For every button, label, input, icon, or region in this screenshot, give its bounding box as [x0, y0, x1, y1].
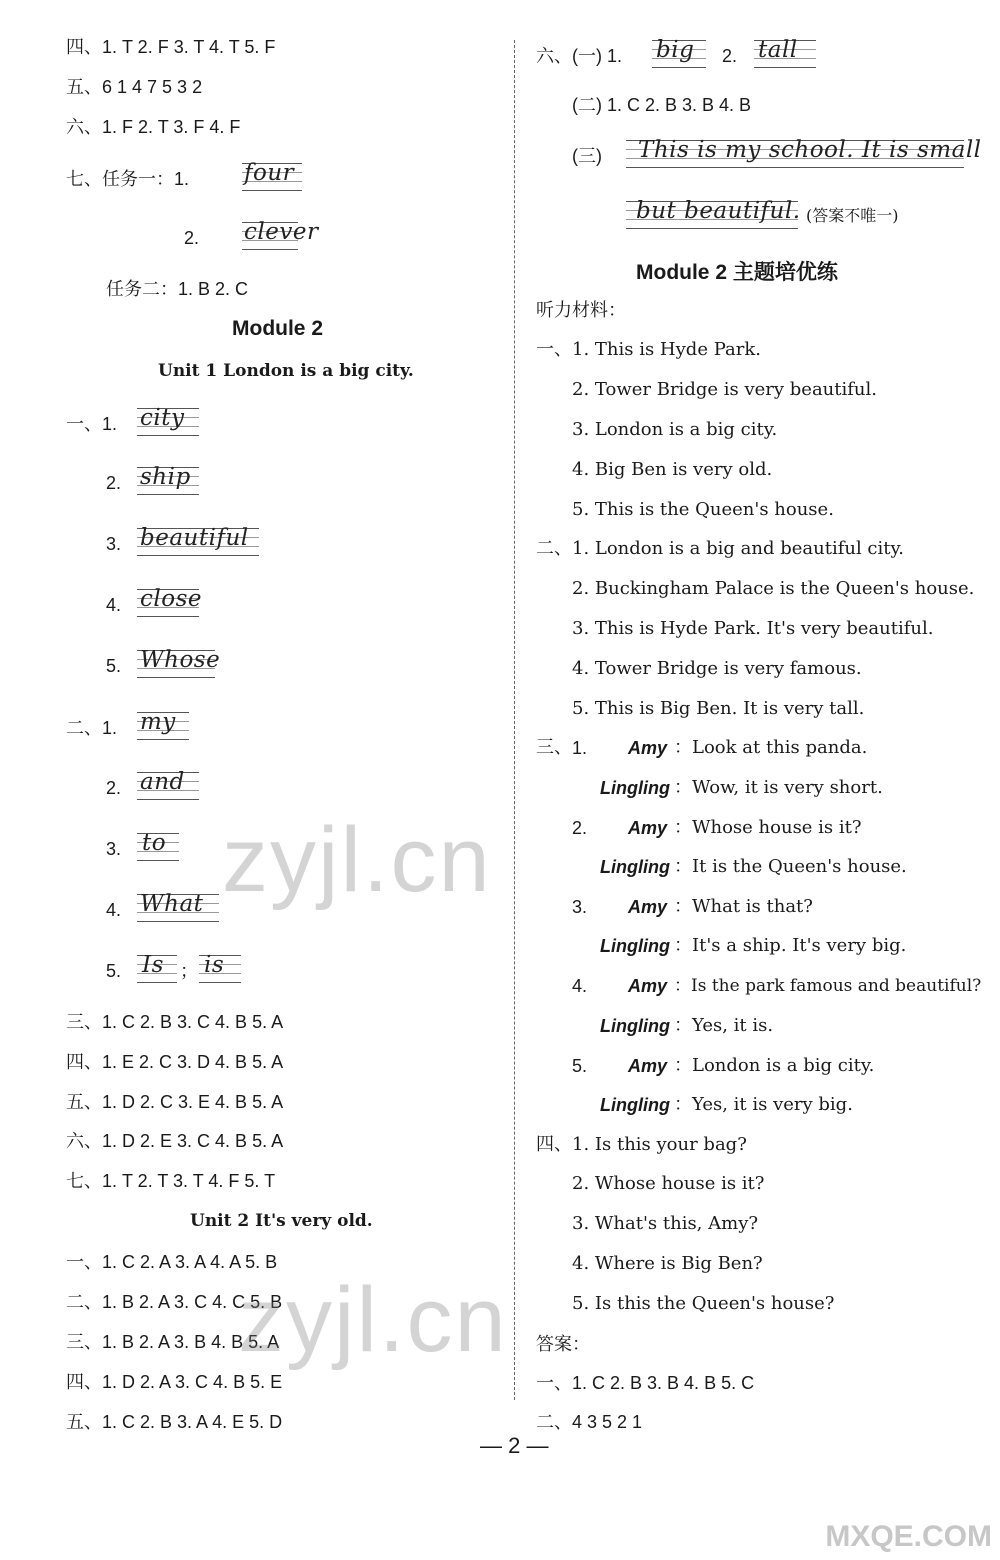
handwritten-answer: close: [140, 586, 202, 612]
answer-line: 一、1. C 2. B 3. B 4. B 5. C: [536, 1373, 755, 1393]
item-number: 2.: [184, 228, 200, 248]
column-divider: [514, 40, 515, 1400]
six-two-line: (二) 1. C 2. B 3. B 4. B: [572, 95, 752, 115]
dialogue-number: 1.: [572, 738, 588, 758]
item-number: 2.: [722, 46, 738, 66]
answer-line: 六、1. F 2. T 3. F 4. F: [66, 117, 241, 137]
task1-label: 七、任务一：1.: [66, 169, 190, 189]
answer-line: 五、1. D 2. C 3. E 4. B 5. A: [66, 1092, 284, 1112]
section-prefix: 一、: [536, 339, 572, 360]
listening-item: 2. Buckingham Palace is the Queen's house.: [572, 578, 975, 599]
handwritten-answer: beautiful: [140, 525, 249, 551]
handwritten-answer: Whose: [140, 647, 221, 673]
speaker-name: Lingling: [600, 1016, 670, 1036]
listening-item: 5. This is the Queen's house.: [572, 499, 834, 520]
item-number: 3.: [106, 534, 122, 554]
dialogue-text: ：Yes, it is.: [674, 1015, 774, 1036]
item-number: 4.: [106, 900, 122, 920]
item-number: 5.: [106, 656, 122, 676]
unit1-title: Unit 1 London is a big city.: [158, 361, 414, 381]
section-prefix: 二、1.: [66, 718, 118, 738]
handwritten-answer: Is: [142, 952, 164, 978]
separator: ；: [180, 961, 198, 981]
answer-line: 一、1. C 2. A 3. A 4. A 5. B: [66, 1252, 278, 1272]
section-prefix: 三、: [536, 737, 572, 758]
handwritten-answer: is: [204, 952, 225, 978]
section-prefix: 二、: [536, 538, 572, 559]
answer-line: 四、1. D 2. A 3. C 4. B 5. E: [66, 1372, 283, 1392]
handwritten-answer: city: [140, 405, 185, 431]
answer-line: 七、1. T 2. T 3. T 4. F 5. T: [66, 1171, 276, 1191]
speaker-name: Amy: [628, 818, 668, 838]
handwritten-answer: What: [140, 891, 204, 917]
dialogue-text: ：Is the park famous and beautiful?: [674, 976, 982, 996]
listening-item: 3. What's this, Amy?: [572, 1213, 759, 1234]
section-prefix: 四、: [536, 1134, 572, 1155]
dialogue-number: 3.: [572, 897, 588, 917]
handwritten-answer: This is my school. It is small: [638, 137, 982, 163]
speaker-name: Amy: [628, 976, 668, 996]
item-number: 2.: [106, 473, 122, 493]
dialogue-text: ：London is a big city.: [674, 1055, 875, 1076]
listening-item: 2. Tower Bridge is very beautiful.: [572, 379, 877, 400]
dialogue-text: ：It's a ship. It's very big.: [674, 935, 907, 956]
speaker-name: Lingling: [600, 778, 670, 798]
handwritten-answer: to: [142, 830, 167, 856]
speaker-name: Lingling: [600, 936, 670, 956]
listening-item: 5. Is this the Queen's house?: [572, 1293, 835, 1314]
listening-item: 3. This is Hyde Park. It's very beautiful.: [572, 618, 934, 639]
corner-watermark: MXQE.COM: [825, 1520, 992, 1553]
listening-item: 3. London is a big city.: [572, 419, 778, 440]
speaker-name: Lingling: [600, 857, 670, 877]
answers-label: 答案：: [536, 1334, 590, 1355]
dialogue-text: ：Whose house is it?: [674, 817, 862, 838]
listening-item: 4. Tower Bridge is very famous.: [572, 658, 862, 679]
section-prefix: 一、1.: [66, 414, 118, 434]
listening-item: 4. Where is Big Ben?: [572, 1253, 763, 1274]
listening-item: 1. London is a big and beautiful city.: [572, 538, 905, 559]
handwritten-answer: clever: [244, 219, 319, 245]
dialogue-number: 4.: [572, 976, 588, 996]
item-number: 2.: [106, 778, 122, 798]
speaker-name: Amy: [628, 1056, 668, 1076]
answer-note: (答案不唯一): [806, 206, 899, 225]
handwritten-answer: and: [140, 769, 185, 795]
speaker-name: Lingling: [600, 1095, 670, 1115]
handwritten-answer: ship: [140, 464, 191, 490]
item-number: 5.: [106, 961, 122, 981]
page-number: — 2 —: [480, 1433, 549, 1458]
module-title: Module 2 主题培优练: [636, 261, 838, 284]
handwritten-answer: big: [656, 37, 695, 63]
item-number: 4.: [106, 595, 122, 615]
answer-line: 三、1. B 2. A 3. B 4. B 5. A: [66, 1332, 280, 1352]
handwritten-answer: my: [140, 709, 176, 735]
listening-item: 4. Big Ben is very old.: [572, 459, 773, 480]
speaker-name: Amy: [628, 738, 668, 758]
answer-line: 四、1. E 2. C 3. D 4. B 5. A: [66, 1052, 284, 1072]
listening-item: 1. This is Hyde Park.: [572, 339, 761, 360]
dialogue-text: ：Wow, it is very short.: [674, 777, 883, 798]
listening-item: 5. This is Big Ben. It is very tall.: [572, 698, 865, 719]
answer-line: 六、1. D 2. E 3. C 4. B 5. A: [66, 1131, 284, 1151]
speaker-name: Amy: [628, 897, 668, 917]
answer-line: 二、1. B 2. A 3. C 4. C 5. B: [66, 1292, 283, 1312]
answer-line: 五、6 1 4 7 5 3 2: [66, 77, 203, 97]
answer-line: 五、1. C 2. B 3. A 4. E 5. D: [66, 1412, 283, 1432]
six-three-label: (三): [572, 146, 602, 166]
answer-line: 二、4 3 5 2 1: [536, 1412, 643, 1432]
item-number: 3.: [106, 839, 122, 859]
answer-line: 四、1. T 2. F 3. T 4. T 5. F: [66, 37, 276, 57]
dialogue-text: ：Yes, it is very big.: [674, 1094, 853, 1115]
dialogue-number: 2.: [572, 818, 588, 838]
listening-item: 2. Whose house is it?: [572, 1173, 765, 1194]
handwritten-answer: four: [244, 160, 295, 186]
module-title: Module 2: [232, 317, 324, 340]
listening-label: 听力材料：: [536, 300, 626, 321]
unit2-title: Unit 2 It's very old.: [190, 1211, 373, 1231]
handwritten-answer: tall: [758, 37, 798, 63]
dialogue-number: 5.: [572, 1056, 588, 1076]
listening-item: 1. Is this your bag?: [572, 1134, 747, 1155]
dialogue-text: ：Look at this panda.: [674, 737, 868, 758]
dialogue-text: ：What is that?: [674, 896, 813, 917]
answer-line: 三、1. C 2. B 3. C 4. B 5. A: [66, 1012, 284, 1032]
watermark: zyjl.cn: [238, 1269, 508, 1371]
task2-line: 任务二：1. B 2. C: [106, 279, 249, 299]
handwritten-answer: but beautiful.: [636, 198, 801, 224]
watermark: zyjl.cn: [222, 809, 492, 911]
six-one-label: 六、(一) 1.: [536, 46, 623, 66]
dialogue-text: ：It is the Queen's house.: [674, 856, 907, 877]
